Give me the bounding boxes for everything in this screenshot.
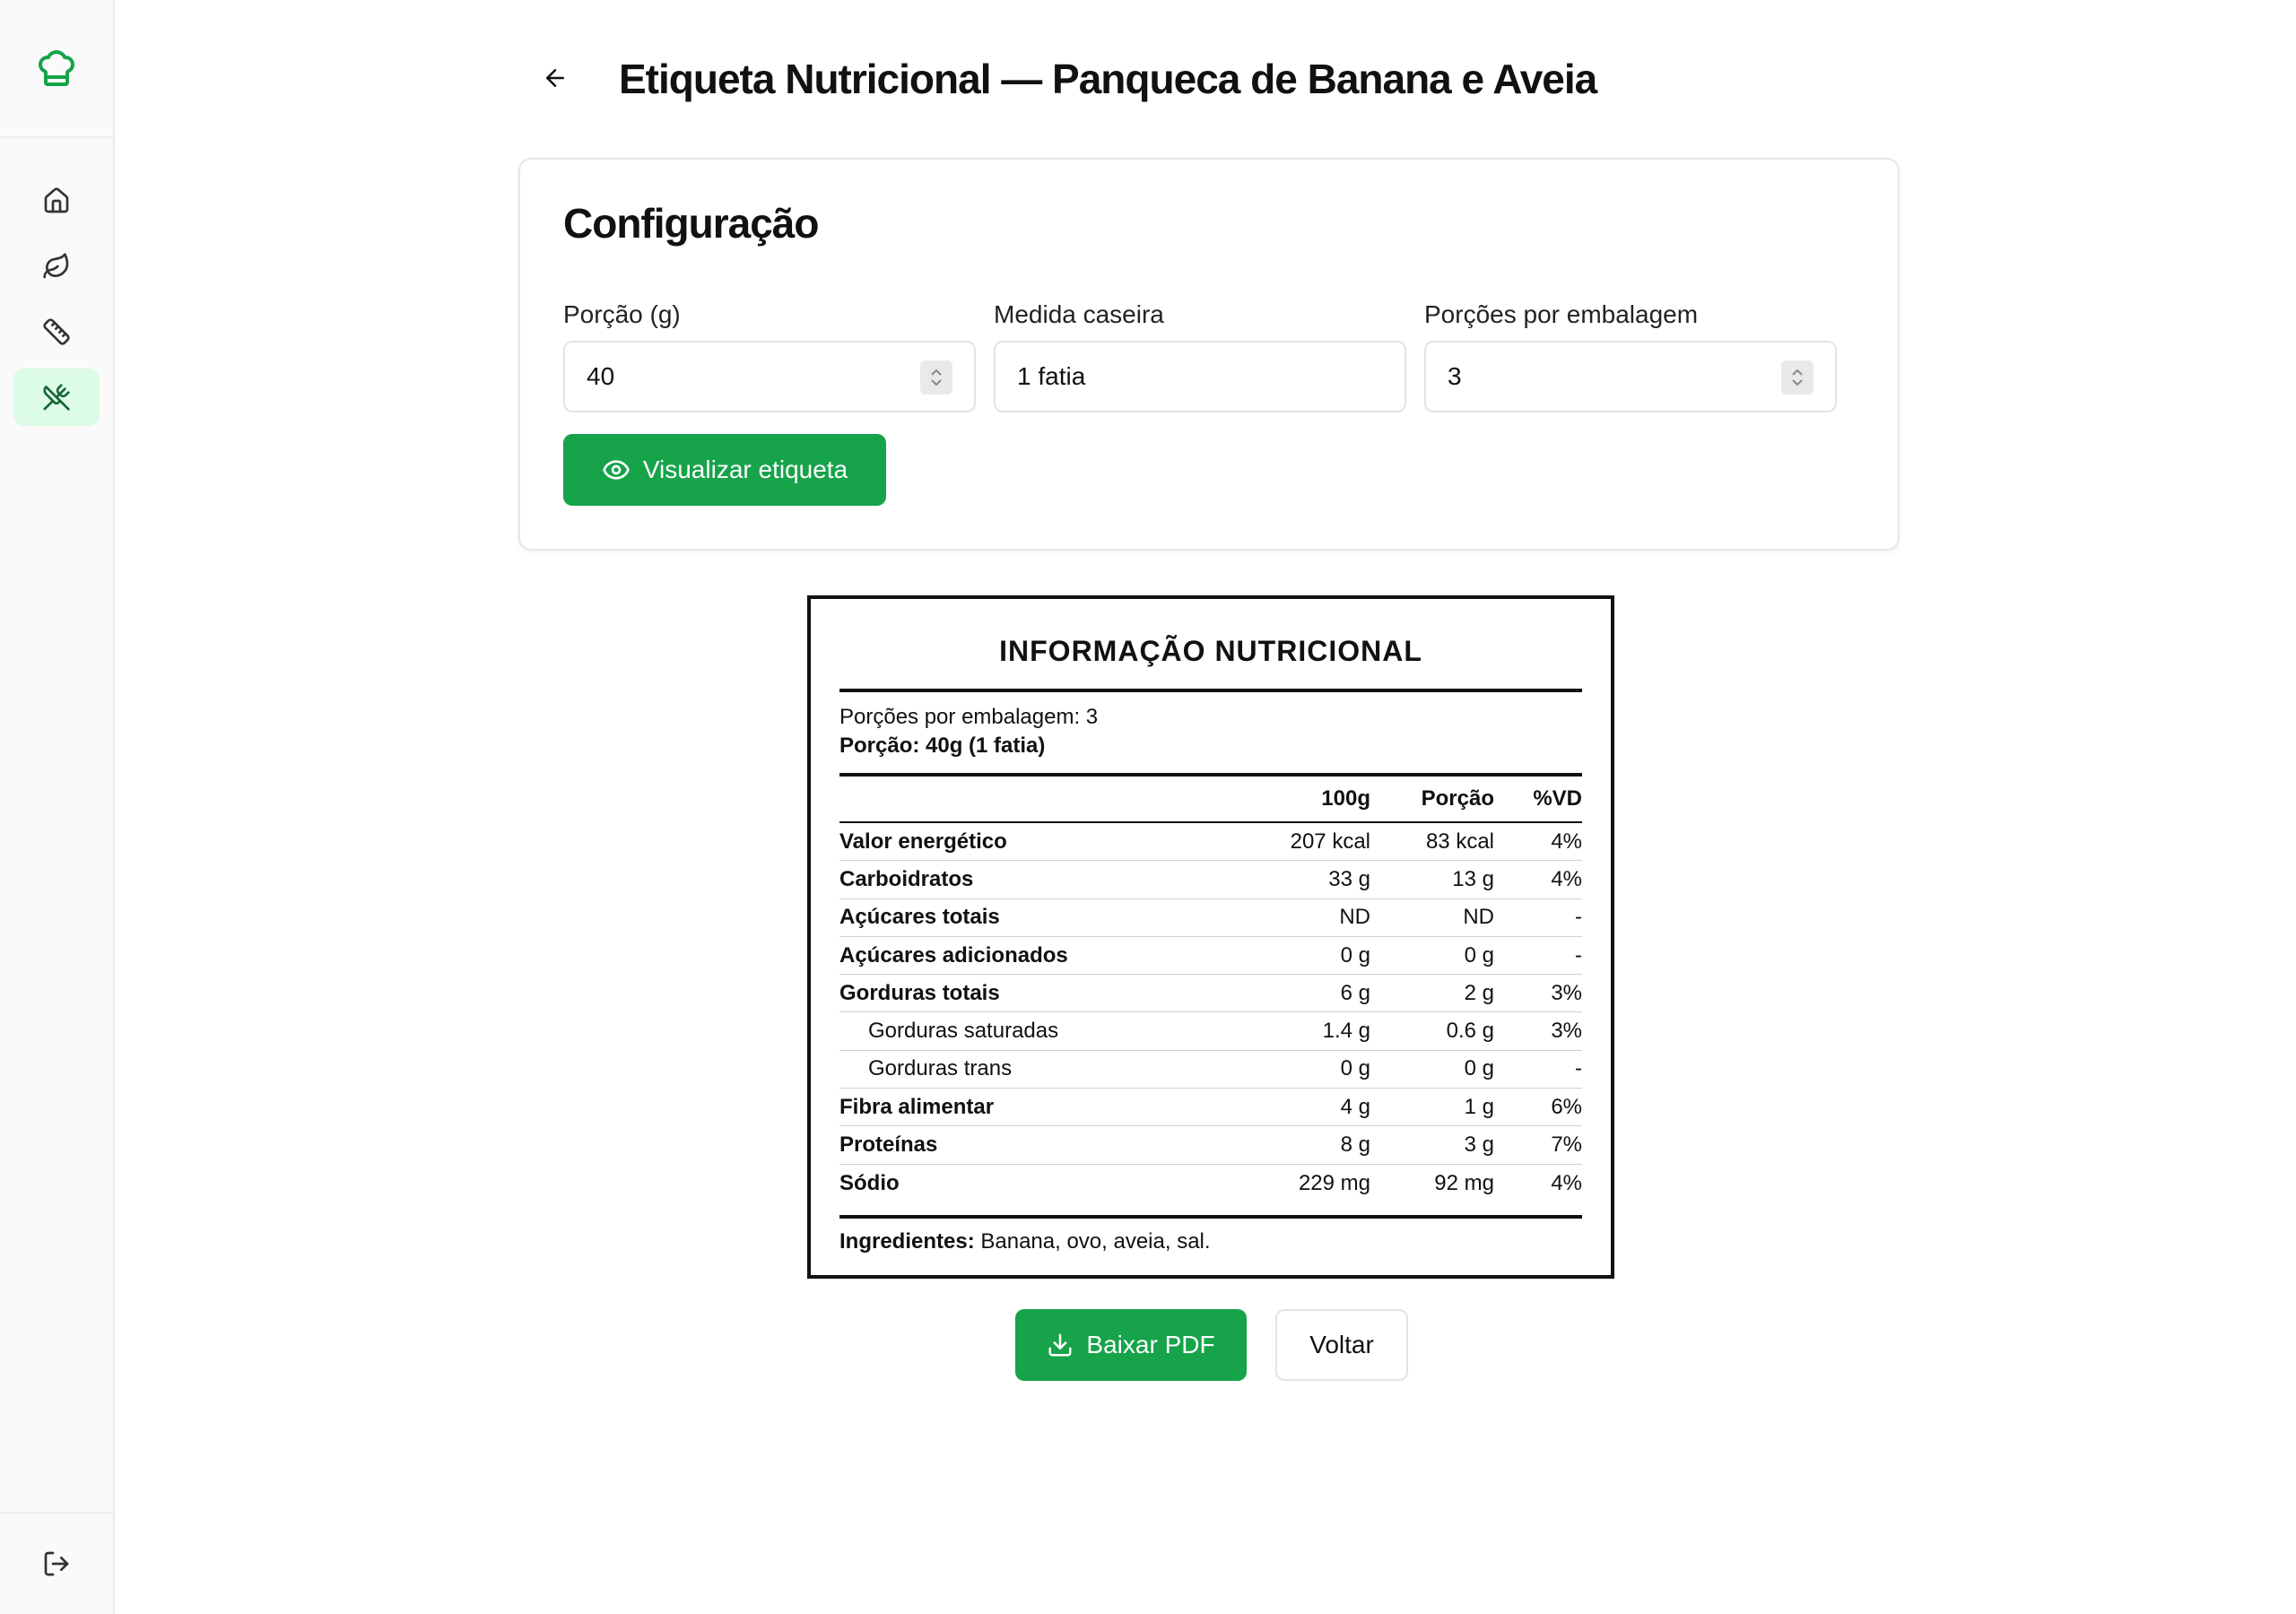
household-value: 1 fatia: [1017, 362, 1086, 390]
header-dv: %VD: [1533, 786, 1582, 811]
nutrition-table-body: [839, 823, 1582, 1215]
ingredients-text: Banana, ovo, aveia, sal.: [980, 1228, 1211, 1254]
value-per100: 8 g: [1340, 1132, 1370, 1158]
sidebar-item-measures[interactable]: [13, 303, 100, 360]
value-portion: 0 g: [1464, 942, 1494, 968]
table-row: [839, 937, 1582, 975]
servings-input[interactable]: [1424, 341, 1837, 412]
value-per100: ND: [1339, 905, 1370, 930]
value-dv: -: [1575, 905, 1582, 930]
nutrient-name: Sódio: [839, 1170, 900, 1195]
utensils-crossed-icon: [42, 383, 71, 412]
nutrient-name: Açúcares totais: [839, 905, 1000, 930]
chevron-up-icon: [1790, 367, 1805, 377]
household-label: Medida caseira: [994, 300, 1164, 328]
servings-stepper[interactable]: [1781, 360, 1813, 395]
config-card: [518, 158, 1900, 551]
value-dv: 4%: [1551, 866, 1582, 891]
sidebar-item-home[interactable]: [13, 172, 100, 230]
arrow-left-icon: [542, 65, 569, 91]
eye-icon: [602, 456, 631, 484]
value-dv: -: [1575, 1056, 1582, 1081]
chevron-down-icon: [1790, 377, 1805, 388]
chevron-up-icon: [929, 367, 944, 377]
value-per100: 1.4 g: [1322, 1019, 1370, 1044]
nutrient-name: Gorduras totais: [839, 980, 1000, 1005]
portion-stepper[interactable]: [920, 360, 952, 395]
value-dv: 7%: [1551, 1132, 1582, 1158]
sidebar-logo[interactable]: [0, 0, 113, 138]
table-row: [839, 975, 1582, 1012]
value-portion: ND: [1463, 905, 1494, 930]
table-row: [839, 1012, 1582, 1050]
nutrition-label: [807, 595, 1614, 1279]
sidebar: [0, 0, 115, 1614]
logout-icon: [42, 1549, 71, 1578]
nutrient-name: Valor energético: [839, 829, 1007, 854]
ingredients-label: Ingredientes:: [839, 1228, 975, 1254]
servings-field: [1424, 299, 1837, 412]
table-row: [839, 1165, 1582, 1202]
portion-field: [563, 299, 976, 412]
value-per100: 0 g: [1340, 942, 1370, 968]
leaf-icon: [42, 252, 71, 281]
servings-label: Porções por embalagem: [1424, 300, 1699, 328]
sidebar-nav: [0, 138, 113, 426]
table-row: [839, 1126, 1582, 1164]
value-dv: 4%: [1551, 829, 1582, 854]
servings-value: 3: [1448, 362, 1462, 390]
back-button[interactable]: Voltar: [1275, 1309, 1408, 1381]
table-row: [839, 823, 1582, 861]
value-per100: 207 kcal: [1290, 829, 1370, 854]
view-label-text: Visualizar etiqueta: [642, 456, 848, 483]
ingredients: [839, 1219, 1582, 1256]
header-per100: 100g: [1321, 786, 1370, 811]
nutrient-name: Proteínas: [839, 1132, 938, 1158]
header-portion: Porção: [1421, 786, 1494, 811]
value-per100: 0 g: [1340, 1056, 1370, 1081]
nutrient-name: Gorduras saturadas: [868, 1019, 1059, 1044]
table-row: [839, 861, 1582, 898]
chef-hat-icon: [35, 47, 78, 90]
value-per100: 229 mg: [1298, 1170, 1370, 1195]
portion-value: 40: [587, 362, 615, 390]
value-portion: 83 kcal: [1425, 829, 1494, 854]
value-per100: 6 g: [1340, 980, 1370, 1005]
value-portion: 3 g: [1464, 1132, 1494, 1158]
table-row: [839, 1089, 1582, 1126]
config-title: Configuração: [563, 200, 819, 247]
page-title: Etiqueta Nutricional — Panqueca de Banana e Aveia: [619, 56, 1597, 102]
sidebar-item-recipes[interactable]: [13, 369, 100, 426]
value-dv: 3%: [1551, 980, 1582, 1005]
nutrition-table-header: [839, 777, 1582, 823]
value-portion: 92 mg: [1434, 1170, 1494, 1195]
download-pdf-button[interactable]: [1015, 1309, 1247, 1381]
value-per100: 4 g: [1340, 1094, 1370, 1119]
table-row: [839, 899, 1582, 937]
value-dv: 3%: [1551, 1019, 1582, 1044]
portion-label: Porção (g): [563, 300, 681, 328]
value-portion: 0 g: [1464, 1056, 1494, 1081]
view-label-button[interactable]: [563, 434, 886, 506]
nutrition-label-title: INFORMAÇÃO NUTRICIONAL: [999, 635, 1422, 667]
nutrient-name: Gorduras trans: [868, 1056, 1013, 1081]
household-field: [994, 299, 1406, 412]
value-dv: -: [1575, 942, 1582, 968]
table-row: [839, 1051, 1582, 1089]
value-portion: 13 g: [1452, 866, 1494, 891]
nutrient-name: Açúcares adicionados: [839, 942, 1068, 968]
portion-size: Porção: 40g (1 fatia): [839, 733, 1046, 758]
value-dv: 4%: [1551, 1170, 1582, 1195]
nutrient-name: Carboidratos: [839, 866, 974, 891]
download-icon: [1047, 1332, 1074, 1358]
serving-info: [839, 692, 1582, 773]
servings-per-package: Porções por embalagem: 3: [839, 705, 1099, 729]
ruler-icon: [42, 317, 71, 346]
portion-input[interactable]: [563, 341, 976, 412]
household-input[interactable]: [994, 341, 1406, 412]
value-portion: 0.6 g: [1446, 1019, 1494, 1044]
value-portion: 1 g: [1464, 1094, 1494, 1119]
home-icon: [42, 187, 71, 215]
download-pdf-text: Baixar PDF: [1086, 1331, 1215, 1358]
sidebar-logout[interactable]: [0, 1512, 113, 1614]
value-per100: 33 g: [1328, 866, 1370, 891]
nutrient-name: Fibra alimentar: [839, 1094, 995, 1119]
sidebar-item-ingredients[interactable]: [13, 238, 100, 295]
back-arrow-button[interactable]: [536, 59, 574, 97]
value-portion: 2 g: [1464, 980, 1494, 1005]
chevron-down-icon: [929, 377, 944, 388]
value-dv: 6%: [1551, 1094, 1582, 1119]
